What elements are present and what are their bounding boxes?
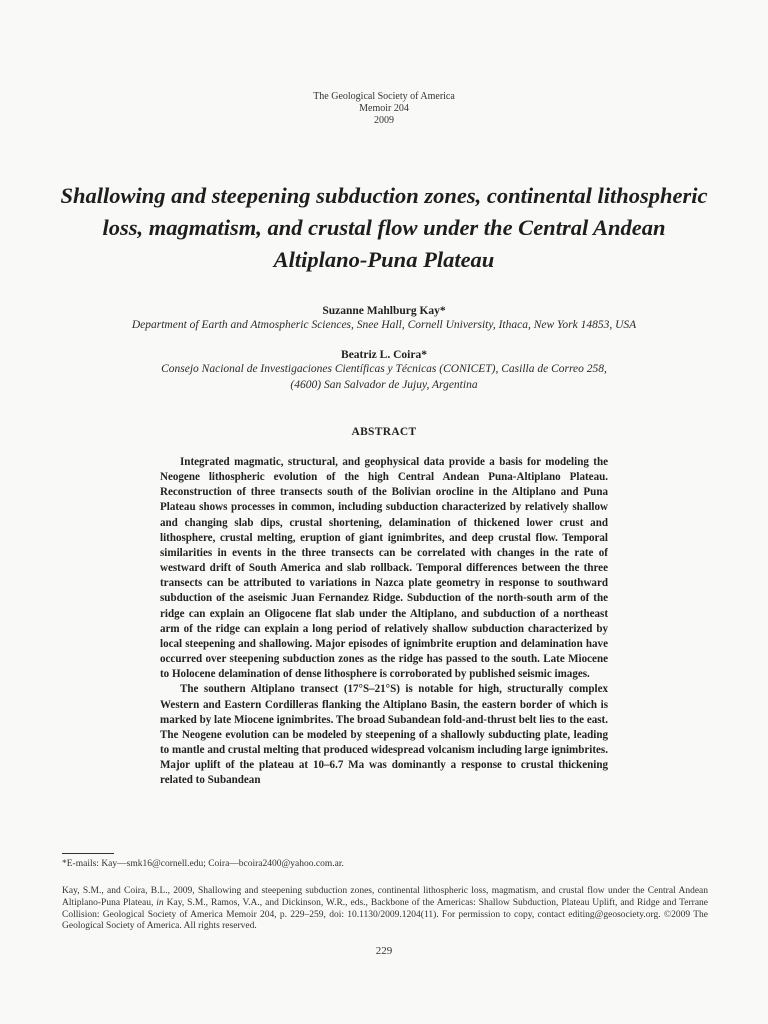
citation-text-part-2: Kay, S.M., Ramos, V.A., and Dickinson, W.R., eds., Backbone of the Americas: Shallow Subduction, Plateau Uplift, and Ridge and Terrane Collision: Geological Society of America Memoir 204, p. 229–259, doi: 10.1130/2009.1204(11). For permission to copy, contact editing@geosociety.org. ©2009 The Geological Society of America. All rights reserved. xyxy=(62,897,708,932)
abstract-heading: ABSTRACT xyxy=(351,426,417,438)
author-2-name: Beatriz L. Coira* xyxy=(341,349,427,361)
citation-text-part-1: Kay, S.M., and Coira, B.L., 2009, Shallowing and steepening subduction zones, continental lithospheric loss, magmatism, and crustal flow under the Central Andean Altiplano-Puna Plateau, xyxy=(62,886,708,908)
abstract-body xyxy=(160,455,608,788)
author-2-affiliation xyxy=(60,361,708,393)
author-1-name: Suzanne Mahlburg Kay* xyxy=(322,305,446,317)
series-name: Memoir 204 xyxy=(359,103,409,114)
publication-year: 2009 xyxy=(374,115,394,126)
author-1-affiliation xyxy=(60,317,708,333)
author-1-affiliation-line: Department of Earth and Atmospheric Sciences, Snee Hall, Cornell University, Ithaca, New York 14853, USA xyxy=(131,319,637,331)
publisher-name: The Geological Society of America xyxy=(313,91,455,102)
citation-block xyxy=(62,886,708,933)
abstract-paragraph-1: Integrated magmatic, structural, and geophysical data provide a basis for modeling the Neogene lithospheric evolution of the high Central Andean Puna-Altiplano Plateau. Reconstruction of three transects south of the Bolivian orocline in the Altiplano and Puna Plateau shows processes in common, including subduction characterized by relatively shallow and changing slab dips, crustal shortening, delamination of thickened lower crust and lithosphere, crustal melting, eruption of giant ignimbrites, and deep crustal flow. Temporal similarities in events in the three transects can be correlated with changes in the rate of westward drift of South America and slab rollback. Temporal differences between the three transects can be attributed to variations in Nazca plate geometry in response to southward subduction of the aseismic Juan Fernandez Ridge. Subduction of the north-south arm of the ridge can explain an Oligocene flat slab under the Altiplano, and subduction of a northeast arm of the ridge can explain a long period of relatively shallow subduction characterized by local steepening and shallowing. Major episodes of ignimbrite eruption and delamination have occurred over steepening subduction zones as the ridge has passed to the south. Late Miocene to Holocene delamination of dense lithosphere is corroborated by published seismic images. xyxy=(160,456,608,681)
footnote-divider xyxy=(62,853,114,854)
publication-header xyxy=(0,91,768,127)
page-number: 229 xyxy=(375,945,393,957)
author-2-affiliation-line-2: (4600) San Salvador de Jujuy, Argentina xyxy=(290,379,478,391)
paper-title: Shallowing and steepening subduction zones, continental lithospheric loss, magmatism, and crustal flow under the Central Andean Altiplano-Puna Plateau xyxy=(60,183,708,272)
abstract-paragraph-2: The southern Altiplano transect (17°S–21°S) is notable for high, structurally complex Western and Eastern Cordilleras flanking the Altiplano Basin, the eastern border of which is marked by late Miocene ignimbrites. The broad Subandean fold-and-thrust belt lies to the east. The Neogene evolution can be modeled by steepening of a shallowly subducting plate, leading to mantle and crustal melting that produced widespread volcanism including large ignimbrites. Major uplift of the plateau at 10–6.7 Ma was dominantly a response to crustal thickening related to Subandean xyxy=(160,683,608,787)
citation-in-italic: in xyxy=(156,897,164,908)
author-2-affiliation-line-1: Consejo Nacional de Investigaciones Científicas y Técnicas (CONICET), Casilla de Correo 258, xyxy=(161,363,607,375)
footnote-emails: *E-mails: Kay—smk16@cornell.edu; Coira—bcoira2400@yahoo.com.ar. xyxy=(62,859,344,869)
